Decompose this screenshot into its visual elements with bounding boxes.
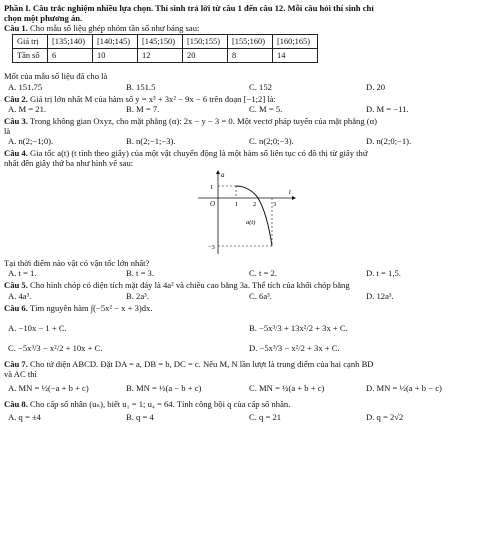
q1-text: Cho mẫu số liệu ghép nhóm tần số như bảng sau:: [30, 23, 200, 34]
table-cell: [160;165): [273, 35, 318, 49]
q4-stem: [4, 148, 478, 158]
option-d[interactable]: D. q = 2√2: [366, 412, 404, 423]
y-axis-label: a: [221, 171, 225, 180]
q6-stem: [4, 303, 478, 313]
x-axis-arrow: [292, 196, 296, 200]
table-cell: 12: [138, 49, 183, 63]
table-row: [13, 35, 318, 49]
option-b[interactable]: B. MN = ½(a − b + c): [126, 382, 202, 393]
x-tick-label: 3: [273, 201, 277, 209]
option-c[interactable]: C. M = 5.: [249, 103, 283, 114]
q8-stem: [4, 399, 478, 409]
option-d[interactable]: D. n(2;0;−1).: [366, 135, 412, 146]
option-d[interactable]: D. 20: [366, 81, 386, 92]
q1-question: Mốt của mẫu số liệu đã cho là: [4, 71, 108, 82]
q5-options: [4, 291, 478, 303]
q7-text-cont: và AC thì: [4, 368, 37, 379]
q4-question: Tại thời điểm nào vật có vận tốc lớn nhất?: [4, 258, 150, 269]
origin-label: O: [210, 200, 216, 209]
q2-text: Giá trị lớn nhất M của hàm số y = x³ + 3x² − 9x − 6 trên đoạn [−1;2] là:: [30, 93, 276, 104]
q2-number: Câu 2.: [4, 93, 28, 104]
option-c[interactable]: C. 6a³.: [249, 290, 272, 301]
option-a[interactable]: A. −10x − 1 + C.: [8, 322, 67, 333]
q7-options: [4, 379, 478, 399]
option-b[interactable]: B. 2a³.: [126, 290, 149, 301]
option-a[interactable]: A. 151.75: [8, 81, 43, 92]
y-axis-arrow: [216, 170, 220, 174]
q6-text: Tìm nguyên hàm ∫(−5x² − x + 3)dx.: [29, 302, 153, 313]
option-c[interactable]: C. MN = ½(a + b + c): [249, 382, 325, 393]
section-title-cont: chọn một phương án.: [4, 13, 83, 24]
q5-text: Cho hình chóp có diện tích mặt đáy là 4a² và chiều cao bằng 3a. Thể tích của khối chóp bằng: [30, 280, 350, 291]
q3-number: Câu 3.: [4, 115, 28, 126]
x-tick-label: 1: [235, 201, 239, 209]
option-b[interactable]: B. q = 4: [126, 412, 154, 423]
option-d[interactable]: D. −5x³/3 − x²/2 + 3x + C.: [249, 342, 340, 353]
curve-label: a(t): [246, 219, 256, 227]
table-cell: [155;160): [228, 35, 273, 49]
table-cell: Tần số: [13, 49, 48, 63]
q3-stem: [4, 116, 478, 126]
q5-number: Câu 5.: [4, 280, 28, 291]
q6-options-row1: [4, 319, 478, 339]
option-b[interactable]: B. n(2;−1;−3).: [126, 135, 176, 146]
option-b[interactable]: B. M = 7.: [126, 103, 160, 114]
table-cell: 20: [183, 49, 228, 63]
q8-options: [4, 412, 478, 424]
table-cell: [135;140): [48, 35, 93, 49]
y-tick-label: −3: [208, 244, 215, 252]
q8-number: Câu 8.: [4, 398, 28, 409]
table-row: [13, 49, 318, 63]
exam-page: [4, 3, 478, 424]
section-title: Phần I. Câu trắc nghiệm nhiều lựa chọn. Thí sinh trả lời từ câu 1 đến câu 12. Mỗi câu hỏi thí sinh chỉ: [4, 3, 374, 13]
q2-stem: [4, 94, 478, 104]
q7-text: Cho tứ diện ABCD. Đặt DA = a, DB = b, DC = c. Nếu M, N lần lượt là trung điểm của hai cạnh BD: [30, 358, 374, 369]
q1-options: [4, 82, 478, 94]
option-b[interactable]: B. 151.5: [126, 81, 156, 92]
option-a[interactable]: A. MN = ½(−a + b + c): [8, 382, 89, 393]
q4-text: Gia tốc a(t) (t tính theo giây) của một vật chuyển động là một hàm số liên tục có đồ thị từ giây thứ: [30, 147, 368, 158]
option-d[interactable]: D. MN = ½(a + b − c): [366, 382, 442, 393]
q1-number: Câu 1.: [4, 23, 28, 34]
acceleration-curve: [236, 186, 272, 246]
q8-text: Cho cấp số nhân (uₙ), biết u₁ = 1; u₄ = 64. Tính công bội q của cấp số nhân.: [30, 398, 291, 409]
option-c[interactable]: C. 152: [249, 81, 272, 92]
acceleration-graph: [180, 168, 300, 258]
x-tick-label: 2: [253, 201, 257, 209]
option-d[interactable]: D. M = −11.: [366, 103, 409, 114]
table-cell: 10: [93, 49, 138, 63]
q5-stem: [4, 280, 478, 290]
y-tick-label: 1: [210, 184, 214, 192]
option-a[interactable]: A. 4a³.: [8, 290, 32, 301]
option-d[interactable]: D. 12a³.: [366, 290, 394, 301]
x-axis-label: t: [289, 188, 291, 197]
q3-text: Trong không gian Oxyz, cho mặt phẳng (α): 2x − y − 3 = 0. Một vectơ pháp tuyến của mặt phẳng (α): [29, 115, 378, 126]
q7-stem: [4, 359, 478, 369]
q7-number: Câu 7.: [4, 358, 28, 369]
q3-text-cont: là: [4, 125, 11, 136]
table-cell: [140;145): [93, 35, 138, 49]
q3-options: [4, 136, 478, 148]
option-a[interactable]: A. t = 1.: [8, 268, 37, 279]
table-cell: 8: [228, 49, 273, 63]
q4-text-cont: nhất đến giây thứ ba như hình vẽ sau:: [4, 158, 134, 169]
q4-options: [4, 268, 478, 280]
q4-number: Câu 4.: [4, 147, 28, 158]
q6-number: Câu 6.: [4, 302, 28, 313]
q2-options: [4, 104, 478, 116]
option-a[interactable]: A. q = ±4: [8, 412, 41, 423]
table-cell: 14: [273, 49, 318, 63]
graph-svg: [180, 168, 300, 258]
option-c[interactable]: C. t = 2.: [249, 268, 278, 279]
option-b[interactable]: B. t = 3.: [126, 268, 155, 279]
option-c[interactable]: C. −5x³/3 − x²/2 + 10x + C.: [8, 342, 103, 353]
option-d[interactable]: D. t = 1,5.: [366, 268, 401, 279]
q6-options-row2: [4, 339, 478, 359]
table-cell: [150;155): [183, 35, 228, 49]
option-a[interactable]: A. n(2;−1;0).: [8, 135, 54, 146]
table-cell: Giá trị: [13, 35, 48, 49]
option-b[interactable]: B. −5x³/3 + 13x²/2 + 3x + C.: [249, 322, 348, 333]
option-a[interactable]: A. M = 21.: [8, 103, 47, 114]
frequency-table: [12, 34, 318, 63]
q1-stem: [4, 23, 478, 33]
option-c[interactable]: C. n(2;0;−3).: [249, 135, 294, 146]
option-c[interactable]: C. q = 21: [249, 412, 282, 423]
table-cell: 6: [48, 49, 93, 63]
table-cell: [145;150): [138, 35, 183, 49]
